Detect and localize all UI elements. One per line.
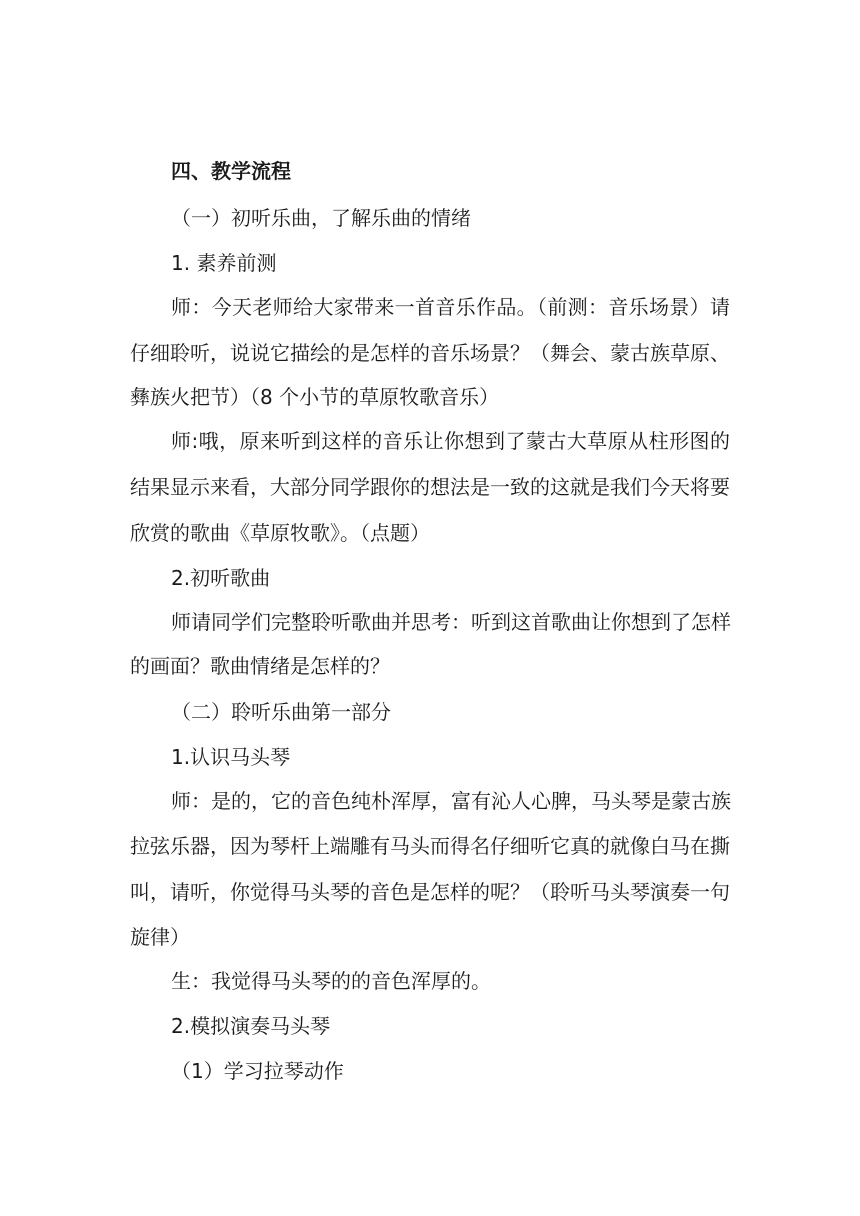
- item-heading-pretest: 1. 素养前测: [171, 251, 277, 275]
- paragraph-line: 拉弦乐器，因为琴杆上端雕有马头而得名仔细听它真的就像白马在撕: [130, 834, 730, 858]
- subsection-heading-first-listen: （一）初听乐曲，了解乐曲的情绪: [171, 206, 471, 230]
- paragraph-line: 仔细聆听，说说它描绘的是怎样的音乐场景？（舞会、蒙古族草原、: [130, 341, 730, 365]
- paragraph-line: 师:哦，原来听到这样的音乐让你想到了蒙古大草原从柱形图的: [171, 429, 730, 453]
- item-heading-simulate-matouqin: 2.模拟演奏马头琴: [171, 1014, 331, 1038]
- paragraph-line: 师请同学们完整聆听歌曲并思考：听到这首歌曲让你想到了怎样: [171, 610, 731, 634]
- item-heading-first-listen-song: 2.初听歌曲: [171, 566, 271, 590]
- paragraph-line: 欣赏的歌曲《草原牧歌》。（点题）: [130, 521, 430, 545]
- sub-item-heading-bowing: （1）学习拉琴动作: [171, 1059, 344, 1083]
- item-heading-matouqin: 1.认识马头琴: [171, 745, 291, 769]
- paragraph-line: 叫，请听，你觉得马头琴的音色是怎样的呢？（聆听马头琴演奏一句: [130, 880, 730, 904]
- paragraph-line: 结果显示来看，大部分同学跟你的想法是一致的这就是我们今天将要: [130, 475, 730, 499]
- paragraph-line: 彝族火把节）（8 个小节的草原牧歌音乐）: [130, 385, 500, 409]
- paragraph-line: 旋律）: [130, 925, 190, 949]
- subsection-heading-part-one: （二）聆听乐曲第一部分: [171, 700, 391, 724]
- paragraph-line: 的画面？歌曲情绪是怎样的？: [130, 654, 390, 678]
- section-heading-teaching-process: 四、教学流程: [171, 159, 291, 183]
- paragraph-line: 师：是的，它的音色纯朴浑厚，富有沁人心脾，马头琴是蒙古族: [171, 789, 731, 813]
- paragraph-line: 生：我觉得马头琴的的音色浑厚的。: [171, 969, 491, 993]
- paragraph-line: 师：今天老师给大家带来一首音乐作品。（前测：音乐场景）请: [171, 295, 730, 319]
